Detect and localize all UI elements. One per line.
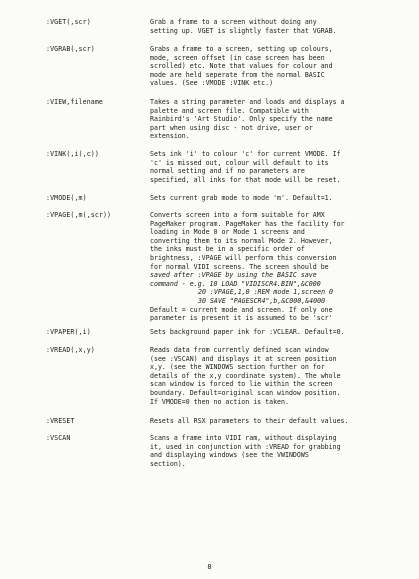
description-line: specified, all inks for that mode will be reset. xyxy=(150,175,341,184)
command-description xyxy=(150,417,402,426)
description-line: Sets current grab mode to mode 'm'. Default=1. xyxy=(150,194,333,202)
description-line: converting them to its normal Mode 2. However, xyxy=(150,236,333,245)
description-line: If VMODE=0 then no action is taken. xyxy=(150,397,289,406)
description-line: Resets all RSX parameters to their default values. xyxy=(150,417,349,425)
command-name: :VGRAB(,scr) xyxy=(46,45,95,53)
command-description xyxy=(150,346,402,406)
description-line: palette and screen file. Compatible with xyxy=(150,106,309,115)
description-line: Rainbird's 'Art Studio'. Only specify the name xyxy=(150,115,333,124)
command-description xyxy=(150,98,402,141)
page-number: 8 xyxy=(207,563,212,571)
command-description xyxy=(150,194,402,203)
description-line: it, used in conjunction with :VREAD for grabbing xyxy=(150,442,341,451)
description-line: Default = current mode and screen. If only one xyxy=(150,305,333,314)
description-line: scan window is forced to lie within the screen xyxy=(150,380,333,389)
description-line: mode are held seperate from the normal BASIC xyxy=(150,70,325,79)
description-line: Reads data from currently defined scan window xyxy=(150,346,329,354)
description-line: normal setting and if no parameters are xyxy=(150,167,305,176)
description-line: brightness, :VPAGE will perform this conversion xyxy=(150,253,337,262)
description-line: for normal VIDI screens. The screen should be xyxy=(150,262,329,271)
description-line: setting up. VGET is slightly faster that VGRAB. xyxy=(150,26,337,35)
command-description xyxy=(150,328,402,337)
description-line: values. (See :VMODE :VINK etc.) xyxy=(150,79,274,88)
description-line: Takes a string parameter and loads and displays a xyxy=(150,98,345,106)
command-description xyxy=(150,434,402,468)
description-line: Sets background paper ink for :VCLEAR. Default=0. xyxy=(150,328,345,336)
description-line: command - e.g. 10 LOAD "VIDISCR4.BIN",&C000 xyxy=(150,279,321,288)
command-name: :VSCAN xyxy=(46,434,71,442)
command-name: :VREAD(,x,y) xyxy=(46,346,95,354)
description-line: section). xyxy=(150,459,186,468)
description-line: (see :VSCAN) and displays it at screen position xyxy=(150,354,337,363)
command-description xyxy=(150,18,402,35)
description-line: Converts screen into a form suitable for AMX xyxy=(150,211,325,219)
description-line: Scans a frame into VIDI ram, without displaying xyxy=(150,434,337,442)
description-line: scrolled) etc. Note that values for colour and xyxy=(150,62,333,71)
description-line: part when using disc - not drive, user or xyxy=(150,123,313,132)
description-line: extension. xyxy=(150,132,190,141)
description-line: parameter is present it is assumed to be 'scr' xyxy=(150,314,333,323)
description-line: the inks must be in a specific order of xyxy=(150,245,305,254)
command-description xyxy=(150,211,402,323)
command-name: :VPAGE(,m(,scr)) xyxy=(46,211,112,219)
description-line: PageMaker program. PageMaker has the facility for xyxy=(150,219,345,228)
description-line: and displaying windows (see the VWINDOWS xyxy=(150,451,309,460)
description-line: Sets ink 'i' to colour 'c' for current VMODE. If xyxy=(150,150,341,158)
description-line: 20 :VPAGE,1,0 :REM mode 1,screen 0 xyxy=(198,288,333,297)
description-line: x,y. (see the WINDOWS section further on for xyxy=(150,363,325,372)
description-line: loading in Mode 0 or Mode 1 screens and xyxy=(150,228,305,237)
description-line: saved after :VPAGE by using the BASIC save xyxy=(150,271,317,280)
description-line: Grabs a frame to a screen, setting up colours, xyxy=(150,45,333,53)
description-line: details of the x,y coordinate system). The whole xyxy=(150,371,341,380)
command-description xyxy=(150,45,402,88)
description-line: Grab a frame to a screen without doing any xyxy=(150,18,317,26)
command-name: :VGET(,scr) xyxy=(46,18,91,26)
command-name: :VRESET xyxy=(46,417,75,425)
command-name: :VIEW,filename xyxy=(46,98,103,106)
description-line: mode, screen offset (in case screen has been xyxy=(150,53,325,62)
command-name: :VMODE(,m) xyxy=(46,194,87,202)
command-name: :VINK(,i(,c)) xyxy=(46,150,99,158)
description-line: boundary. Default=original scan window position. xyxy=(150,388,341,397)
description-line: 'c' is missed out, colour will default to its xyxy=(150,158,329,167)
description-line: 30 SAVE "PAGESCR4",b,&C000,&4000 xyxy=(198,296,326,305)
command-name: :VPAPER(,i) xyxy=(46,328,91,336)
command-description xyxy=(150,150,402,184)
